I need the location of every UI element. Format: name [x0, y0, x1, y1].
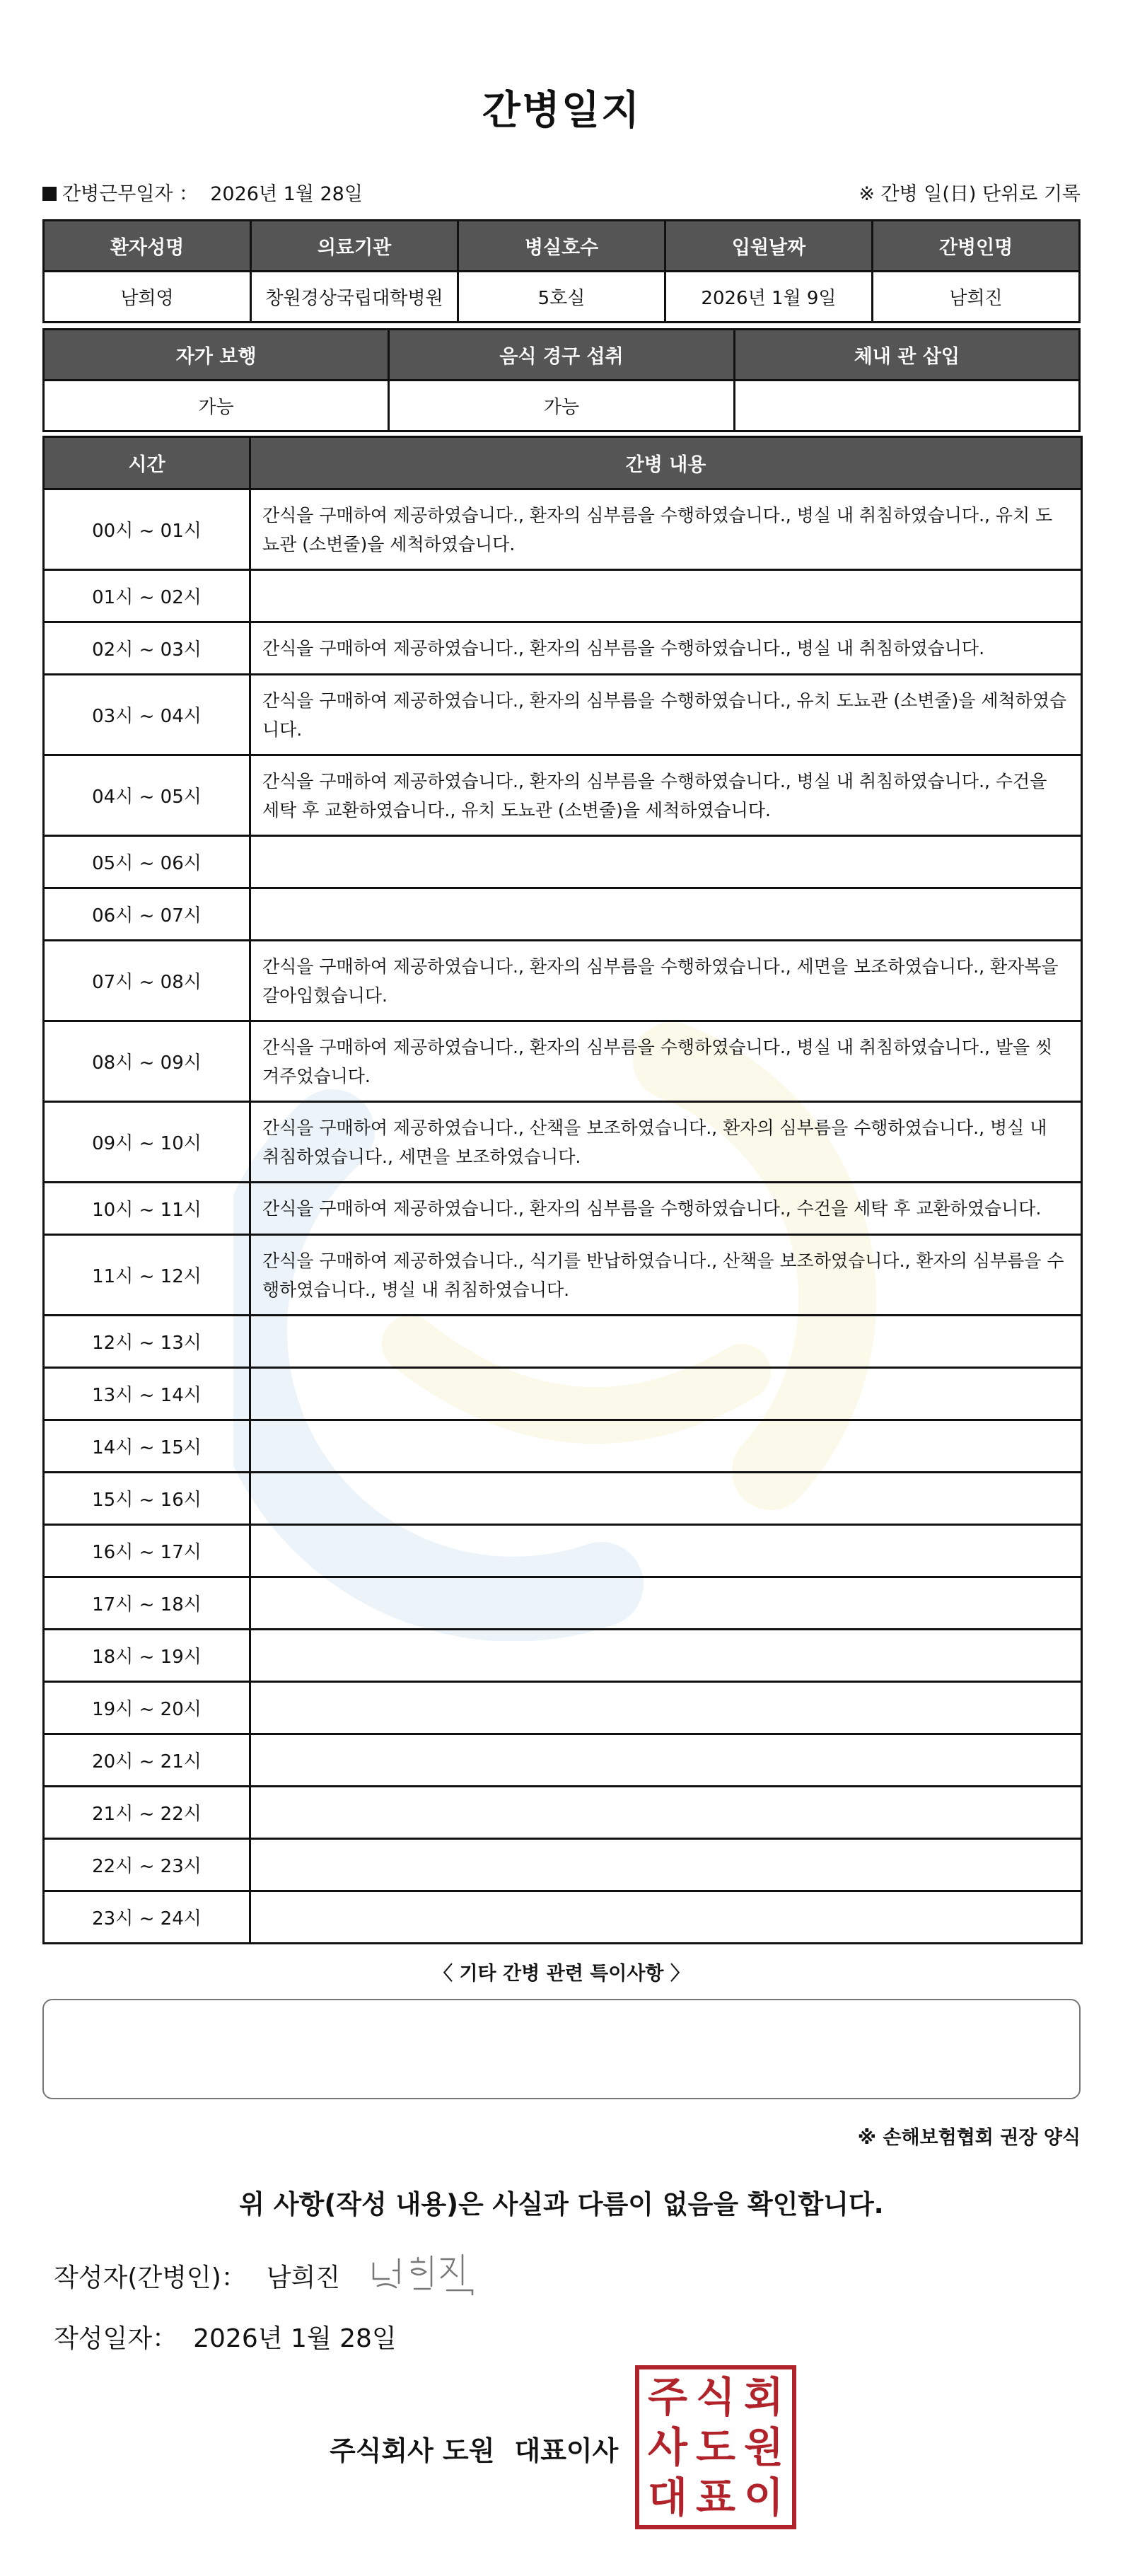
room-number: 5호실: [458, 272, 665, 323]
row-content: 간식을 구매하여 제공하였습니다., 환자의 심부름을 수행하였습니다., 병실 내 취침하였습니다., 유치 도뇨관 (소변줄)을 세척하였습니다.: [250, 489, 1082, 570]
seal-char: 이: [743, 2473, 784, 2522]
seal-char: 도: [695, 2423, 736, 2471]
written-date-label: 작성일자：: [54, 2324, 178, 2353]
row-content: [250, 1368, 1082, 1420]
row-time: 21시 ~ 22시: [44, 1787, 250, 1839]
row-time: 12시 ~ 13시: [44, 1316, 250, 1368]
row-content: 간식을 구매하여 제공하였습니다., 산책을 보조하였습니다., 환자의 심부름을 수행하였습니다., 병실 내 취침하였습니다., 세면을 보조하였습니다.: [250, 1102, 1082, 1183]
confirmation-statement: 위 사항(작성 내용)은 사실과 다름이 없음을 확인합니다.: [239, 2189, 884, 2220]
table-row: [44, 1368, 1082, 1420]
table-row: [44, 1630, 1082, 1682]
handwritten-signature-icon: [368, 2249, 481, 2299]
company-seal-stamp: [635, 2365, 796, 2529]
row-time: 09시 ~ 10시: [44, 1102, 250, 1183]
square-bullet-icon: [42, 187, 57, 201]
row-time: 06시 ~ 07시: [44, 888, 250, 941]
row-time: 01시 ~ 02시: [44, 570, 250, 622]
table-row: [44, 1473, 1082, 1525]
row-content: [250, 1420, 1082, 1473]
table-row: [44, 1787, 1082, 1839]
table-row: [44, 675, 1082, 755]
work-date-value: 2026년 1월 28일: [210, 183, 363, 205]
row-content: [250, 570, 1082, 622]
row-time: 05시 ~ 06시: [44, 836, 250, 888]
row-time: 10시 ~ 11시: [44, 1183, 250, 1235]
table-row: [44, 836, 1082, 888]
row-content: 간식을 구매하여 제공하였습니다., 환자의 심부름을 수행하였습니다., 병실 내 취침하였습니다.: [250, 622, 1082, 675]
recommended-form-note: ※ 손해보험협회 권장 양식: [857, 2127, 1081, 2149]
table-row: [44, 622, 1082, 675]
table-row: [44, 1183, 1082, 1235]
special-notes-title: 〈 기타 간병 관련 특이사항 〉: [434, 1963, 689, 1985]
table-header-row: [44, 221, 1080, 272]
writer-line: [54, 2258, 340, 2294]
care-log-table: [42, 436, 1083, 1944]
row-content: [250, 1734, 1082, 1787]
row-content: [250, 1473, 1082, 1525]
seal-char: 대: [647, 2473, 688, 2522]
patient-status-table: [42, 328, 1081, 432]
row-time: 18시 ~ 19시: [44, 1630, 250, 1682]
table-row: [44, 1420, 1082, 1473]
row-content: [250, 1630, 1082, 1682]
seal-char: 사: [647, 2423, 688, 2471]
company-name: 주식회사 도원: [330, 2435, 495, 2466]
row-time: 03시 ~ 04시: [44, 675, 250, 755]
header-admission-date: 입원날짜: [665, 221, 873, 272]
row-time: 08시 ~ 09시: [44, 1021, 250, 1102]
row-content: 간식을 구매하여 제공하였습니다., 환자의 심부름을 수행하였습니다., 병실 내 취침하였습니다., 수건을 세탁 후 교환하였습니다., 유치 도뇨관 (소변줄)을 세척하였습니다.: [250, 755, 1082, 836]
table-row: [44, 570, 1082, 622]
table-row: [44, 1682, 1082, 1734]
tube-insertion-value: [734, 381, 1079, 431]
row-time: 17시 ~ 18시: [44, 1577, 250, 1630]
row-content: [250, 1577, 1082, 1630]
writer-name: 남희진: [266, 2263, 341, 2292]
row-content: 간식을 구매하여 제공하였습니다., 환자의 심부름을 수행하였습니다., 유치 도뇨관 (소변줄)을 세척하였습니다.: [250, 675, 1082, 755]
oral-intake-value: 가능: [389, 381, 734, 431]
row-content: [250, 888, 1082, 941]
table-row: [44, 755, 1082, 836]
written-date-value: 2026년 1월 28일: [193, 2324, 397, 2353]
row-time: 23시 ~ 24시: [44, 1891, 250, 1944]
company-line: [330, 2429, 618, 2468]
seal-char: 원: [743, 2423, 784, 2471]
table-row: [44, 1021, 1082, 1102]
header-oral-intake: 음식 경구 섭취: [389, 330, 734, 381]
work-date: [42, 178, 363, 206]
table-row: [44, 1839, 1082, 1891]
ceo-title: 대표이사: [514, 2435, 619, 2466]
patient-name: 남희영: [44, 272, 251, 323]
row-content: 간식을 구매하여 제공하였습니다., 환자의 심부름을 수행하였습니다., 세면을 보조하였습니다., 환자복을 갈아입혔습니다.: [250, 941, 1082, 1021]
table-header-row: [44, 437, 1082, 489]
header-patient-name: 환자성명: [44, 221, 251, 272]
row-time: 14시 ~ 15시: [44, 1420, 250, 1473]
row-content: [250, 1316, 1082, 1368]
record-unit-note: ※ 간병 일(日) 단위로 기록: [859, 183, 1081, 205]
special-notes-box: [42, 1999, 1081, 2099]
work-date-label: 간병근무일자 ：: [62, 183, 199, 205]
header-room-number: 병실호수: [458, 221, 665, 272]
table-row: [44, 1734, 1082, 1787]
header-tube-insertion: 체내 관 삽입: [734, 330, 1079, 381]
row-time: 04시 ~ 05시: [44, 755, 250, 836]
header-hospital: 의료기관: [251, 221, 458, 272]
row-time: 07시 ~ 08시: [44, 941, 250, 1021]
row-time: 11시 ~ 12시: [44, 1235, 250, 1316]
row-time: 22시 ~ 23시: [44, 1839, 250, 1891]
row-content: [250, 1787, 1082, 1839]
row-time: 15시 ~ 16시: [44, 1473, 250, 1525]
seal-char: 회: [743, 2373, 784, 2422]
table-row: [44, 381, 1080, 431]
row-content: 간식을 구매하여 제공하였습니다., 환자의 심부름을 수행하였습니다., 수건을 세탁 후 교환하였습니다.: [250, 1183, 1082, 1235]
table-row: [44, 941, 1082, 1021]
page-title: 간병일지: [482, 88, 641, 134]
row-content: 간식을 구매하여 제공하였습니다., 환자의 심부름을 수행하였습니다., 병실 내 취침하였습니다., 발을 씻겨주었습니다.: [250, 1021, 1082, 1102]
header-time: 시간: [44, 437, 250, 489]
table-row: [44, 1525, 1082, 1577]
table-row: [44, 888, 1082, 941]
row-content: 간식을 구매하여 제공하였습니다., 식기를 반납하였습니다., 산책을 보조하였습니다., 환자의 심부름을 수행하였습니다., 병실 내 취침하였습니다.: [250, 1235, 1082, 1316]
row-content: [250, 1891, 1082, 1944]
table-row: [44, 272, 1080, 323]
table-row: [44, 1235, 1082, 1316]
hospital-name: 창원경상국립대학병원: [251, 272, 458, 323]
row-time: 19시 ~ 20시: [44, 1682, 250, 1734]
header-self-walking: 자가 보행: [44, 330, 389, 381]
row-content: [250, 1525, 1082, 1577]
header-caregiver-name: 간병인명: [873, 221, 1080, 272]
table-row: [44, 1316, 1082, 1368]
row-content: [250, 1682, 1082, 1734]
patient-info-table: [42, 219, 1081, 323]
row-time: 02시 ~ 03시: [44, 622, 250, 675]
row-time: 20시 ~ 21시: [44, 1734, 250, 1787]
row-time: 13시 ~ 14시: [44, 1368, 250, 1420]
table-row: [44, 1577, 1082, 1630]
writer-label: 작성자(간병인)：: [54, 2263, 247, 2292]
seal-char: 식: [695, 2373, 736, 2422]
admission-date: 2026년 1월 9일: [665, 272, 873, 323]
table-row: [44, 1891, 1082, 1944]
row-content: [250, 1839, 1082, 1891]
row-content: [250, 836, 1082, 888]
self-walking-value: 가능: [44, 381, 389, 431]
table-row: [44, 1102, 1082, 1183]
seal-char: 주: [647, 2373, 688, 2422]
caregiver-name: 남희진: [873, 272, 1080, 323]
seal-char: 표: [695, 2473, 736, 2522]
row-time: 00시 ~ 01시: [44, 489, 250, 570]
written-date-line: [54, 2319, 397, 2355]
row-time: 16시 ~ 17시: [44, 1525, 250, 1577]
header-care-content: 간병 내용: [250, 437, 1082, 489]
table-header-row: [44, 330, 1080, 381]
table-row: [44, 489, 1082, 570]
